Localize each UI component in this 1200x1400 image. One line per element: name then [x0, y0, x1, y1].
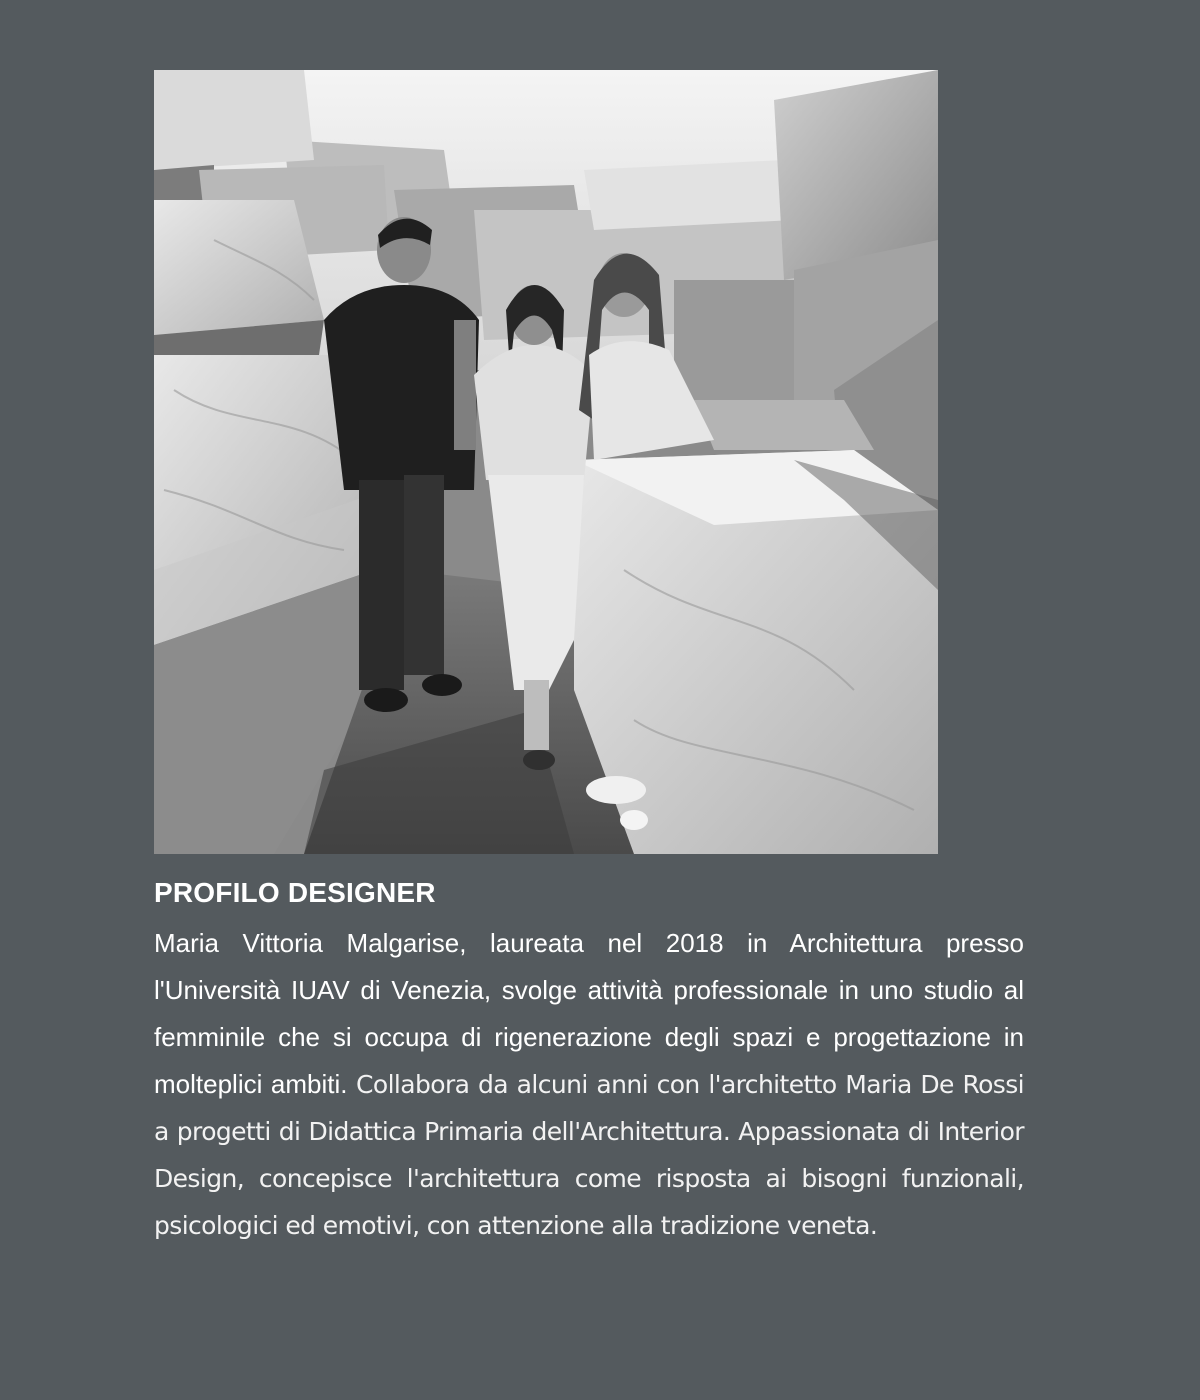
bio-lead: Maria Vittoria Malgarise, laureata nel 2018 in Architettura presso l'Università IUAV di Venezia, svolge attività professionale in uno studio al femminile che si occupa di rigenerazione degli spazi e progettazione in molteplici ambiti. [154, 928, 1024, 1099]
profile-heading: PROFILO DESIGNER [154, 877, 436, 908]
profile-bio [154, 920, 1024, 1249]
bio-rest: Collabora da alcuni anni con l'architetto Maria De Rossi a progetti di Didattica Primaria dell'Architettura. Appassionata di Interior Design, concepisce l'architettura come risposta ai bisogni funzionali, psicologici ed emotivi, con attenzione alla tradizione veneta. [154, 1070, 1024, 1240]
profile-photo [154, 70, 938, 854]
